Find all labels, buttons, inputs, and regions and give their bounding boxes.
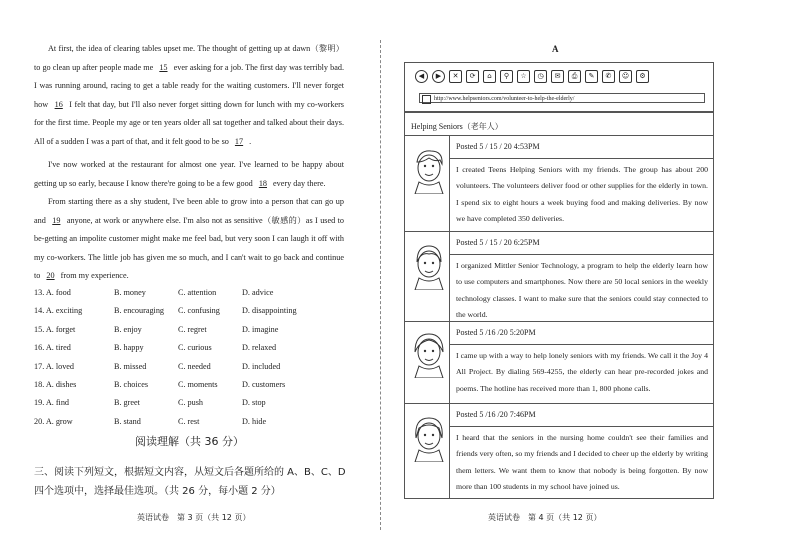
passage-paragraph-3 [34,193,344,286]
passage-text: . [247,136,252,146]
post-4 [405,403,713,499]
option-choice: 15. A. forget [34,324,76,334]
blank-number: 17 [234,136,244,146]
option-choice: C. confusing [178,306,220,316]
section-title: 阅读理解（共 36 分） [135,435,244,448]
tools-icon: ⚙ [636,70,649,83]
option-choice: C. push [178,398,204,408]
passage-text: every day there. [271,178,326,188]
back-icon: ◀ [415,70,428,83]
option-choice: B. choices [114,379,149,389]
home-icon: ⌂ [483,70,496,83]
option-row [34,325,354,343]
page-footer-left: 英语试卷 第 3 页（共 12 页） [137,513,251,522]
forum-title: Helping Seniors（老年人） [411,122,503,131]
passage-text: I've now worked at the restaurant for almost one year. I've learned to be happy about getting up so early, because I know there're going to be a few good [34,160,344,188]
browser-window [404,62,714,112]
option-choice: C. regret [178,324,207,334]
post-2 [405,231,713,322]
option-choice: D. customers [242,379,286,389]
option-choice: B. happy [114,343,144,353]
option-row [34,380,354,398]
option-choice: 18. A. dishes [34,379,77,389]
option-choice: D. imagine [242,324,279,334]
post-text: I heard that the seniors in the nursing home couldn't see their families and friends very often, so my friends and I decided to cheer up the elderly by writing them letters. We want them to know that nobody is being forgotten. By now more than 100 students in my school have joined us. [456,433,708,492]
post-date: Posted 5 /16 /20 7:46PM [456,410,536,419]
post-text: I came up with a way to help lonely seniors with my friends. We call it the Joy 4 All Project. By dialing 569-4255, the elderly can hear pre-recorded jokes and poems. The hotline has received more than 1, 800 phone calls. [456,351,708,393]
answer-options [34,288,354,435]
option-choice: 13. A. food [34,288,71,297]
passage-paragraph-1 [34,40,344,152]
option-choice: B. enjoy [114,324,142,334]
option-row [34,362,354,380]
option-choice: D. hide [242,416,267,426]
option-row [34,288,354,306]
post-text: I organized Mittler Senior Technology, a program to help the elderly learn how to use computers and smartphones. Now there are 50 local seniors in the weekly technology classes. I want to make sure that the seniors could stay connected to the world. [456,261,708,320]
option-choice: D. disappointing [242,306,297,316]
option-choice: B. encouraging [114,306,165,316]
page-divider [380,40,381,530]
avatar-icon [409,414,449,462]
print-icon: ⎙ [568,70,581,83]
blank-number: 20 [46,271,55,281]
url-bar [419,93,705,103]
option-choice: 19. A. find [34,398,70,408]
avatar-icon [409,242,449,290]
blank-number: 18 [258,178,267,188]
stop-icon: ✕ [449,70,462,83]
option-choice: B. missed [114,361,147,371]
passage-text: ever asking for a job. The first day was terribly bad. I was running around, racing to get a table ready for the waiting customers. I'll never forget how [34,62,344,109]
option-choice: D. relaxed [242,343,277,353]
option-choice: B. money [114,288,146,297]
option-choice: D. included [242,361,281,371]
page-footer-right: 英语试卷 第 4 页（共 12 页） [488,513,602,522]
option-row [34,343,354,361]
history-icon: ◷ [534,70,547,83]
passage-text: At first, the idea of clearing tables upset me. The thought of getting up at dawn（黎明）to go clean up after people made me [34,44,344,72]
edit-icon: ✎ [585,70,598,83]
page-icon [422,95,431,104]
left-page [0,0,392,560]
option-choice: C. attention [178,288,217,297]
forum-box [404,112,714,499]
option-row [34,306,354,324]
option-choice: C. curious [178,343,212,353]
option-choice: D. advice [242,288,274,297]
option-choice: C. needed [178,361,211,371]
section-instruction: 三、阅读下列短文，根据短文内容，从短文后各题所给的 A、B、C、D 四个选项中，选择最佳选项。（共 26 分，每小题 2 分） [34,467,346,497]
avatar-icon [409,146,449,194]
passage-paragraph-2 [34,156,344,193]
option-choice: B. stand [114,416,141,426]
discuss-icon: ✆ [602,70,615,83]
browser-toolbar [415,70,649,83]
post-date: Posted 5 / 15 / 20 4:53PM [456,142,540,151]
passage-text: anyone, at work or anywhere else. I'm also not as sensitive（敏感的）as I used to be-getting an impolite customer might make me feel bad, but very soon I can laugh it off with my co-workers. The little job has given me so much, and I can't wait to go back and continue to [34,215,344,281]
option-choice: 20. A. grow [34,416,73,426]
forward-icon: ▶ [432,70,445,83]
post-1 [405,135,713,232]
option-choice: C. moments [178,379,218,389]
passage-text: I felt that day, but I'll also never forget sitting down for lunch with my co-workers for the first time. People my age or ten years older all sat together and talked about their days. All of a sudden I was a part of that, and it felt good to be so [34,99,344,146]
option-choice: 16. A. tired [34,343,71,353]
passage-text: from my experience. [58,271,129,281]
blank-number: 16 [54,99,63,109]
favorites-icon: ☆ [517,70,530,83]
blank-number: 19 [52,215,61,225]
option-choice: 17. A. loved [34,361,75,371]
post-text: I created Teens Helping Seniors with my friends. The group has about 200 volunteers. The volunteers deliver food or other supplies for the elderly in town. I spend six to eight hours a week buying food and making deliveries. By now we have completed 350 deliveries. [456,165,708,224]
option-choice: 14. A. exciting [34,306,83,316]
avatar-icon [409,330,449,378]
option-choice: C. rest [178,416,200,426]
option-choice: B. greet [114,398,140,408]
blank-number: 15 [159,62,168,72]
post-date: Posted 5 / 15 / 20 6:25PM [456,238,540,247]
post-date: Posted 5 /16 /20 5:20PM [456,328,536,337]
post-3 [405,321,713,404]
mail-icon: ✉ [551,70,564,83]
url-text: http://www.helpseniors.com/volunteer-to-help-the-elderly/ [434,96,575,102]
passage-label: A [552,44,559,54]
refresh-icon: ⟳ [466,70,479,83]
option-choice: D. stop [242,398,266,408]
search-icon: ⚲ [500,70,513,83]
option-row [34,398,354,416]
messenger-icon: ☺ [619,70,632,83]
passage-text: From starting there as a shy student, I've been able to grow into a person that can go up and [34,197,344,225]
